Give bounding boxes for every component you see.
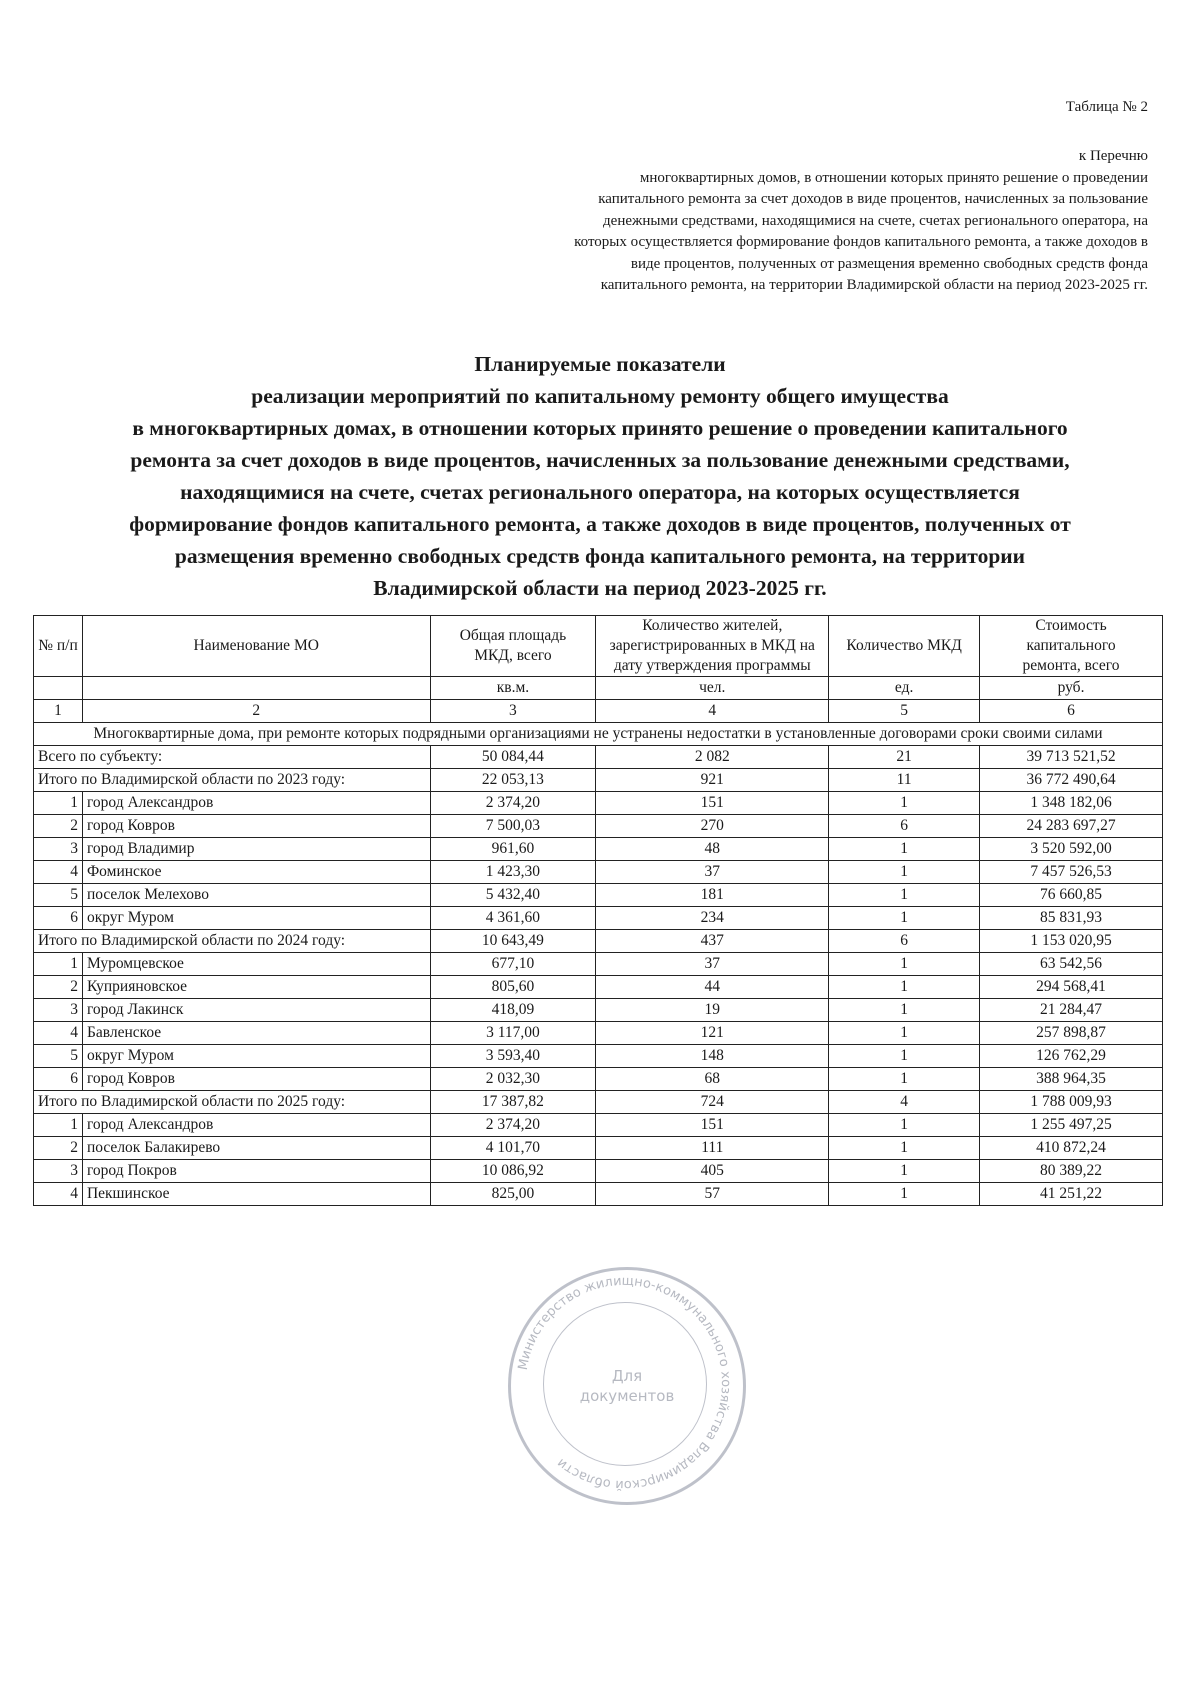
row-residents: 111 xyxy=(596,1137,829,1160)
table-row xyxy=(34,976,1163,999)
annex-line: капитального ремонта, на территории Владимирской области на период 2023-2025 гг. xyxy=(600,277,1148,293)
row-cost: 63 542,56 xyxy=(980,953,1163,976)
row-area: 961,60 xyxy=(430,838,596,861)
row-residents: 37 xyxy=(596,861,829,884)
stamp-line: Для xyxy=(611,1367,643,1385)
row-count: 1 xyxy=(829,1160,980,1183)
row-area: 677,10 xyxy=(430,953,596,976)
subtotal-count: 11 xyxy=(829,769,980,792)
header-row xyxy=(34,616,1163,677)
row-area: 4 101,70 xyxy=(430,1137,596,1160)
table-row xyxy=(34,838,1163,861)
title-line: ремонта за счет доходов в виде процентов, начисленных за пользование денежными средствами, xyxy=(130,448,1070,472)
total-count: 21 xyxy=(829,746,980,769)
column-number: 1 xyxy=(34,700,83,723)
row-count: 1 xyxy=(829,1114,980,1137)
header-mo-name: Наименование МО xyxy=(82,616,430,677)
row-area: 2 374,20 xyxy=(430,792,596,815)
table-row xyxy=(34,1183,1163,1206)
row-number: 5 xyxy=(34,884,83,907)
total-area: 50 084,44 xyxy=(430,746,596,769)
subtotal-cost: 1 788 009,93 xyxy=(980,1091,1163,1114)
mo-name: город Ковров xyxy=(82,1068,430,1091)
row-area: 418,09 xyxy=(430,999,596,1022)
row-area: 5 432,40 xyxy=(430,884,596,907)
row-number: 2 xyxy=(34,815,83,838)
column-number: 6 xyxy=(980,700,1163,723)
row-count: 1 xyxy=(829,1137,980,1160)
row-count: 1 xyxy=(829,1068,980,1091)
row-count: 1 xyxy=(829,792,980,815)
row-cost: 76 660,85 xyxy=(980,884,1163,907)
year-subtotal-row xyxy=(34,1091,1163,1114)
row-area: 10 086,92 xyxy=(430,1160,596,1183)
mo-name: город Владимир xyxy=(82,838,430,861)
subtotal-label: Итого по Владимирской области по 2024 году: xyxy=(34,930,431,953)
column-number: 5 xyxy=(829,700,980,723)
subtotal-area: 22 053,13 xyxy=(430,769,596,792)
unit-cell: руб. xyxy=(980,677,1163,700)
table-row xyxy=(34,1137,1163,1160)
title-line: реализации мероприятий по капитальному ремонту общего имущества xyxy=(251,384,949,408)
section-title: Многоквартирные дома, при ремонте которых подрядными организациями не устранены недостатки в установленные договорами сроки своими силами xyxy=(34,723,1163,746)
row-residents: 148 xyxy=(596,1045,829,1068)
row-number: 2 xyxy=(34,1137,83,1160)
row-number: 1 xyxy=(34,1114,83,1137)
table-row xyxy=(34,1045,1163,1068)
table-row xyxy=(34,884,1163,907)
row-area: 3 117,00 xyxy=(430,1022,596,1045)
row-cost: 41 251,22 xyxy=(980,1183,1163,1206)
title-line: формирование фондов капитального ремонта, а также доходов в виде процентов, полученных от xyxy=(129,512,1071,536)
row-residents: 121 xyxy=(596,1022,829,1045)
row-number: 1 xyxy=(34,792,83,815)
mo-name: Куприяновское xyxy=(82,976,430,999)
subtotal-count: 4 xyxy=(829,1091,980,1114)
annex-line: виде процентов, полученных от размещения временно свободных средств фонда xyxy=(630,255,1148,272)
mo-name: Муромцевское xyxy=(82,953,430,976)
row-cost: 257 898,87 xyxy=(980,1022,1163,1045)
row-count: 1 xyxy=(829,907,980,930)
subtotal-label: Итого по Владимирской области по 2023 году: xyxy=(34,769,431,792)
mo-name: Пекшинское xyxy=(82,1183,430,1206)
row-number: 4 xyxy=(34,1183,83,1206)
annex-line: многоквартирных домов, в отношении которых принято решение о проведении xyxy=(639,169,1148,186)
subtotal-cost: 1 153 020,95 xyxy=(980,930,1163,953)
row-number: 1 xyxy=(34,953,83,976)
mo-name: город Александров xyxy=(82,1114,430,1137)
row-number: 3 xyxy=(34,1160,83,1183)
row-number: 2 xyxy=(34,976,83,999)
row-number: 6 xyxy=(34,1068,83,1091)
annex-line: к Перечню xyxy=(1078,148,1148,164)
row-count: 1 xyxy=(829,884,980,907)
title-line: в многоквартирных домах, в отношении которых принято решение о проведении капитального xyxy=(132,416,1068,440)
table-row xyxy=(34,1068,1163,1091)
row-area: 805,60 xyxy=(430,976,596,999)
mo-name: округ Муром xyxy=(82,907,430,930)
row-area: 3 593,40 xyxy=(430,1045,596,1068)
subtotal-residents: 437 xyxy=(596,930,829,953)
unit-cell: чел. xyxy=(596,677,829,700)
column-number: 3 xyxy=(430,700,596,723)
row-count: 1 xyxy=(829,1183,980,1206)
unit-cell xyxy=(82,677,430,700)
units-row xyxy=(34,677,1163,700)
total-residents: 2 082 xyxy=(596,746,829,769)
row-count: 1 xyxy=(829,999,980,1022)
table-row xyxy=(34,815,1163,838)
table-row xyxy=(34,1022,1163,1045)
row-area: 7 500,03 xyxy=(430,815,596,838)
subtotal-residents: 724 xyxy=(596,1091,829,1114)
stamp-line: документов xyxy=(579,1387,675,1405)
table-row xyxy=(34,861,1163,884)
row-residents: 405 xyxy=(596,1160,829,1183)
stamp-ring-text: Министерство жилищно-коммунального хозяйства Владимирской области xyxy=(515,1273,734,1493)
row-area: 2 032,30 xyxy=(430,1068,596,1091)
stamp-center-text xyxy=(511,1366,743,1406)
row-residents: 19 xyxy=(596,999,829,1022)
row-count: 1 xyxy=(829,976,980,999)
subtotal-label: Итого по Владимирской области по 2025 году: xyxy=(34,1091,431,1114)
mo-name: поселок Балакирево xyxy=(82,1137,430,1160)
row-number: 4 xyxy=(34,861,83,884)
header-mkd-count: Количество МКД xyxy=(829,616,980,677)
column-number: 4 xyxy=(596,700,829,723)
row-residents: 151 xyxy=(596,792,829,815)
unit-cell xyxy=(34,677,83,700)
row-residents: 270 xyxy=(596,815,829,838)
row-residents: 57 xyxy=(596,1183,829,1206)
row-area: 2 374,20 xyxy=(430,1114,596,1137)
subtotal-cost: 36 772 490,64 xyxy=(980,769,1163,792)
row-residents: 68 xyxy=(596,1068,829,1091)
header-residents: Количество жителей, зарегистрированных в МКД на дату утверждения программы xyxy=(596,616,829,677)
row-residents: 37 xyxy=(596,953,829,976)
row-cost: 24 283 697,27 xyxy=(980,815,1163,838)
year-subtotal-row xyxy=(34,769,1163,792)
total-cost: 39 713 521,52 xyxy=(980,746,1163,769)
row-residents: 48 xyxy=(596,838,829,861)
mo-name: Бавленское xyxy=(82,1022,430,1045)
title-line: находящимися на счете, счетах регионального оператора, на которых осуществляется xyxy=(180,480,1020,504)
header-area: Общая площадь МКД, всего xyxy=(430,616,596,677)
total-label: Всего по субъекту: xyxy=(34,746,431,769)
row-count: 6 xyxy=(829,815,980,838)
row-count: 1 xyxy=(829,861,980,884)
subtotal-residents: 921 xyxy=(596,769,829,792)
row-cost: 21 284,47 xyxy=(980,999,1163,1022)
title-line: Планируемые показатели xyxy=(474,352,726,376)
subtotal-count: 6 xyxy=(829,930,980,953)
mo-name: город Лакинск xyxy=(82,999,430,1022)
row-cost: 388 964,35 xyxy=(980,1068,1163,1091)
row-number: 4 xyxy=(34,1022,83,1045)
indicators-table xyxy=(33,615,1163,1206)
annex-line: которых осуществляется формирование фондов капитального ремонта, а также доходов в xyxy=(574,234,1148,250)
row-cost: 3 520 592,00 xyxy=(980,838,1163,861)
row-number: 3 xyxy=(34,999,83,1022)
unit-cell: кв.м. xyxy=(430,677,596,700)
row-cost: 1 348 182,06 xyxy=(980,792,1163,815)
annex-label: Таблица № 2 xyxy=(1065,99,1148,115)
row-cost: 294 568,41 xyxy=(980,976,1163,999)
annex-line: денежными средствами, находящимися на счете, счетах регионального оператора, на xyxy=(603,212,1148,229)
row-cost: 1 255 497,25 xyxy=(980,1114,1163,1137)
row-cost: 126 762,29 xyxy=(980,1045,1163,1068)
table-row xyxy=(34,999,1163,1022)
row-area: 4 361,60 xyxy=(430,907,596,930)
mo-name: город Ковров xyxy=(82,815,430,838)
mo-name: поселок Мелехово xyxy=(82,884,430,907)
table-row xyxy=(34,907,1163,930)
row-area: 825,00 xyxy=(430,1183,596,1206)
column-number: 2 xyxy=(82,700,430,723)
row-count: 1 xyxy=(829,953,980,976)
total-row xyxy=(34,746,1163,769)
annex-reference xyxy=(388,146,1148,297)
row-number: 3 xyxy=(34,838,83,861)
header-number: № п/п xyxy=(34,616,83,677)
official-stamp xyxy=(508,1267,746,1505)
row-count: 1 xyxy=(829,1045,980,1068)
row-cost: 410 872,24 xyxy=(980,1137,1163,1160)
mo-name: город Александров xyxy=(82,792,430,815)
row-cost: 80 389,22 xyxy=(980,1160,1163,1183)
unit-cell: ед. xyxy=(829,677,980,700)
year-subtotal-row xyxy=(34,930,1163,953)
table-row xyxy=(34,1114,1163,1137)
mo-name: Фоминское xyxy=(82,861,430,884)
row-count: 1 xyxy=(829,1022,980,1045)
row-number: 6 xyxy=(34,907,83,930)
header-cost: Стоимость капитального ремонта, всего xyxy=(980,616,1163,677)
row-number: 5 xyxy=(34,1045,83,1068)
title-line: размещения временно свободных средств фонда капитального ремонта, на территории xyxy=(174,544,1026,568)
table-row xyxy=(34,1160,1163,1183)
row-residents: 44 xyxy=(596,976,829,999)
row-cost: 7 457 526,53 xyxy=(980,861,1163,884)
row-residents: 234 xyxy=(596,907,829,930)
subtotal-area: 17 387,82 xyxy=(430,1091,596,1114)
column-numbers-row xyxy=(34,700,1163,723)
row-residents: 151 xyxy=(596,1114,829,1137)
document-title xyxy=(40,348,1160,604)
row-residents: 181 xyxy=(596,884,829,907)
subtotal-area: 10 643,49 xyxy=(430,930,596,953)
title-line: Владимирской области на период 2023-2025 гг. xyxy=(373,576,827,600)
row-count: 1 xyxy=(829,838,980,861)
table-row xyxy=(34,953,1163,976)
table-row xyxy=(34,792,1163,815)
row-cost: 85 831,93 xyxy=(980,907,1163,930)
annex-line: капитального ремонта за счет доходов в виде процентов, начисленных за пользование xyxy=(598,191,1148,207)
mo-name: округ Муром xyxy=(82,1045,430,1068)
row-area: 1 423,30 xyxy=(430,861,596,884)
section-row xyxy=(34,723,1163,746)
mo-name: город Покров xyxy=(82,1160,430,1183)
